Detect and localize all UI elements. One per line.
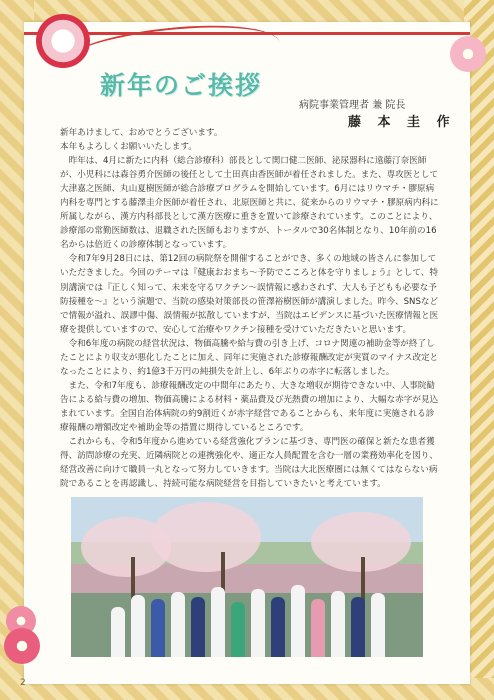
paragraph: 令和7年9月28日には、第12回の病院祭を開催することができ、多くの地域の皆さんに参加していただきました。今回のテーマは『健康おおまち～予防でこころと体を守りましょう』として、特別講演では『正しく知って、未来を守るワクチン～誤情報に惑わされず、大人も子どもも必要な予防接種を～』という演題で、当院の感染対策部長の笹澤裕樹医師が講演しました。昨今、SNSなどで情報が溢れ、誤謬中傷、誤情報が拡散していますが、当院はエビデンスに基づいた医療情報と医療を提供していますので、安心して治療やワクチン接種を受けていただきたいと思います。 [60, 254, 439, 335]
paragraph: 本年もよろしくお願いいたします。 [60, 142, 197, 153]
paragraph: 新年あけまして、おめでとうございます。 [60, 128, 223, 138]
staff-member [211, 587, 225, 657]
page-title: 新年のご挨拶 [100, 71, 263, 100]
paragraph: 昨年は、4月に新たに内科（総合診療科）部長として関口健二医師、泌尿器科に遠藤汀奈医師が、小児科には森谷勇介医師の後任として土田真由香医師が着任されました。また、専攻医として大津嘉之医師、丸山夏樹医師が総合診療プログラムを開始しています。6月にはリウマチ・膠原病内科を専門とする藤澤圭介医師が着任され、北原医師と共に、従来からのリウマチ・膠原病内科に所属しながら、漢方内科部長として漢方医療に重きを置いて診療されています。このことにより、診療部の常勤医師数は、退職された医師もおりますが、トータルで30名体制となり、10年前の16名からは倍近くの診療体制となっています。 [60, 156, 439, 251]
paragraph: 令和6年度の病院の経営状況は、物価高騰や給与費の引き上げ、コロナ関連の補助金等が終了したことにより収支が悪化したことに加え、同年に実施された診療報酬改定が実質のマイナス改定となったことにより、約1億3千万円の純損失を計上し、6年ぶりの赤字に転落しました。 [60, 338, 439, 377]
author-name: 藤 本 圭 作 [348, 115, 456, 130]
staff-member [191, 597, 205, 657]
paragraph: また、令和7年度も、診療報酬改定の中間年にあたり、大きな増収が期待できない中、人事院勧告による給与費の増加、物価高騰による材料・薬品費及び光熱費の増加により、大幅な赤字が見込まれています。全国自治体病院の約9割近くが赤字経営であることからも、来年度に実施される診療報酬の増額改定や補助金等の措置に期待しているところです。 [60, 380, 439, 433]
staff-member [311, 599, 325, 657]
staff-member [231, 602, 245, 657]
paragraph: これからも、令和5年度から進めている経営強化プランに基づき、専門医の確保と新たな患者獲得、訪問診療の充実、近隣病院との連携強化や、適正な人員配置を含む一層の業務効率化を図り、経営改善に向けて職員一丸となって努力していきます。当院は大北医療圏には無くてはならない病院であることを再認識し、持続可能な病院経営を目指していきたいと考えています。 [60, 437, 438, 490]
staff-member [171, 592, 185, 657]
staff-member [351, 597, 365, 657]
staff-member [291, 585, 305, 657]
staff-member [111, 607, 125, 657]
staff-member [331, 591, 345, 657]
plum-blossom-emblem [36, 14, 90, 68]
article-body [60, 126, 440, 491]
plum-blossom-decoration-large [4, 628, 40, 664]
plum-blossom-decoration [450, 36, 486, 72]
cherry-blossom [151, 502, 261, 572]
staff-member [371, 593, 385, 657]
staff-member [151, 599, 165, 657]
staff-member [131, 595, 145, 657]
author-role: 病院事業管理者 兼 院長 [299, 100, 406, 111]
staff-member [251, 589, 265, 657]
page-number: 2 [20, 678, 26, 688]
staff-group-photo [71, 497, 423, 657]
staff-member [271, 597, 285, 657]
